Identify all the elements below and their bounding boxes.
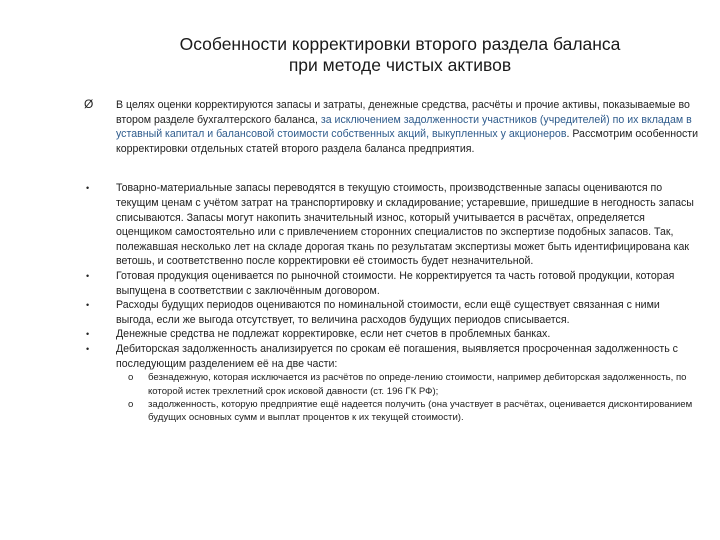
intro-text-highlight: за исключением задолженности участников (учредителей) по их вкладам в уставный капитал и балансовой стоимости собственных акций, выкупленных у акционеров <box>116 113 692 141</box>
bullet-icon: • <box>86 183 90 194</box>
bullet-icon: • <box>86 270 90 281</box>
list-item-text: Дебиторская задолженность анализируется по срокам её погашения, выявляется просроченная задолженность с последующим разделением её на две части: <box>116 342 678 370</box>
sublist-item-bad-debt <box>128 371 700 398</box>
list-item-finished-goods <box>86 269 700 298</box>
circle-bullet-icon: o <box>128 398 134 410</box>
list-item-receivables <box>86 342 700 371</box>
slide-body <box>84 97 700 425</box>
list-item-inventory <box>86 181 700 269</box>
list-item-text: Расходы будущих периодов оцениваются по номинальной стоимости, если ещё существует связанная с ними выгода, если же выгода отсутствует, то величина расходов будущих периодов списывается. <box>116 299 660 326</box>
list-item-text: Денежные средства не подлежат корректировке, если нет счетов в проблемных банках. <box>116 328 551 341</box>
list-item-text: Товарно-материальные запасы переводятся в текущую стоимость, производственные запасы оцениваются по текущим ценам с учётом затрат на транспортировку и складирование; устаревшие, пришедшие в негодность запасы списываются. Запасы могут накопить значительный износ, который учитывается в расчётах, определяется оценщиком самостоятельно или с привлечением сторонних специалистов по экспертизе подобных запасов. Так, полежавшая несколько лет на складе дорогая ткань по результатам экспертизы может быть идентифицирована как ветошь, и соответственно после корректировки её стоимость будет незначительной. <box>116 182 694 268</box>
arrow-bullet-icon: Ø <box>84 97 94 111</box>
list-item-text: Готовая продукция оценивается по рыночной стоимости. Не корректируется та часть готовой продукции, которая выпущена в соответствии с заключённым договором. <box>116 269 675 297</box>
sublist-item-text: задолженность, которую предприятие ещё надеется получить (она участвует в расчётах, оценивается дисконтированием будущих основных сумм и выплат процентов к их текущей стоимости). <box>148 398 693 424</box>
sublist-item-text: безнадежную, которая исключается из расчётов по опреде-лению стоимости, например дебиторская задолженность, по которой истек трехлетний срок исковой давности (ст. 196 ГК РФ); <box>148 372 687 397</box>
receivables-sublist <box>128 371 700 425</box>
bullet-icon: • <box>86 329 90 340</box>
intro-text-after: . Рассмотрим особенности корректировки отдельных статей второго раздела баланса предприятия. <box>116 128 699 155</box>
title-line-1: Особенности корректировки второго раздела баланса <box>179 34 621 54</box>
intro-text-before: В целях оценки корректируются запасы и затраты, денежные средства, расчёты и прочие активы, показываемые во втором разделе бухгалтерского баланса, <box>116 99 690 126</box>
intro-paragraph <box>84 97 700 156</box>
title-line-2: при методе чистых активов <box>288 55 512 75</box>
bullet-icon: • <box>86 300 90 311</box>
bullet-icon: • <box>86 343 90 354</box>
circle-bullet-icon: o <box>128 372 134 384</box>
sublist-item-collectible-debt <box>128 398 700 425</box>
slide-title <box>120 34 680 76</box>
list-item-deferred-expenses <box>86 298 700 327</box>
list-item-cash <box>86 327 700 342</box>
